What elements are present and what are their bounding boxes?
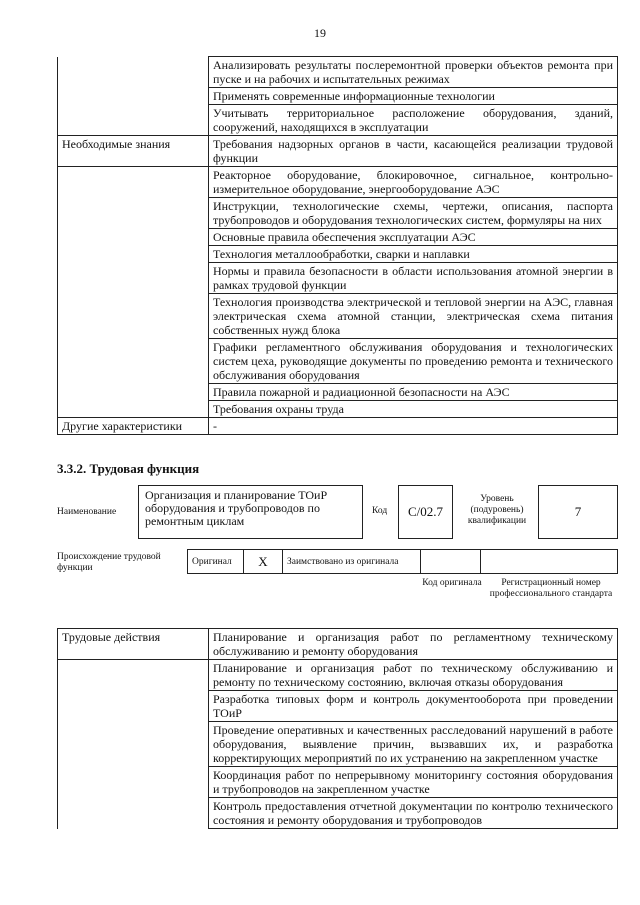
origin-label: Происхождение трудовой функции (57, 552, 161, 573)
row-description: Проведение оперативных и качественных расследований нарушений в работе оборудования, выявление причин, вызвавших их, и разработка корректирующих мероприятий по их устранению на закрепленном участке (209, 722, 618, 767)
qualification-level-box: 7 (538, 485, 618, 539)
row-category (58, 57, 209, 88)
row-category: Другие характеристики (58, 418, 209, 435)
row-description: Правила пожарной и радиационной безопасности на АЭС (209, 384, 618, 401)
reg-number-caption: Регистрационный номер профессионального стандарта (489, 578, 613, 599)
row-description: Планирование и организация работ по регламентному техническому обслуживанию и ремонту оборудования (209, 629, 618, 660)
table-row (58, 691, 618, 722)
row-category (58, 105, 209, 136)
table-row (58, 401, 618, 418)
level-label: Уровень (подуровень) квалификации (467, 494, 527, 526)
table-row (58, 198, 618, 229)
table-row (58, 263, 618, 294)
table-row (58, 384, 618, 401)
table-row (58, 722, 618, 767)
row-category (58, 401, 209, 418)
row-category: Трудовые действия (58, 629, 209, 660)
row-description: Основные правила обеспечения эксплуатации АЭС (209, 229, 618, 246)
reg-number-cell (480, 549, 618, 574)
row-description: Реакторное оборудование, блокировочное, сигнальное, контрольно-измерительное оборудование, энергооборудование АЭС (209, 167, 618, 198)
row-description: Учитывать территориальное расположение оборудования, зданий, сооружений, находящихся в эксплуатации (209, 105, 618, 136)
code-original-caption: Код оригинала (422, 578, 482, 588)
row-category (58, 294, 209, 339)
row-category (58, 722, 209, 767)
row-category (58, 263, 209, 294)
row-category (58, 384, 209, 401)
row-description: Графики регламентного обслуживания оборудования и технологических систем цеха, руководящие документы по проведению ремонта и технического обслуживания оборудования (209, 339, 618, 384)
table-row (58, 167, 618, 198)
function-code-box: С/02.7 (398, 485, 453, 539)
row-category (58, 167, 209, 198)
row-category (58, 339, 209, 384)
labor-actions-table (57, 628, 618, 829)
original-code-cell (420, 549, 481, 574)
table-row (58, 798, 618, 829)
row-description: Применять современные информационные технологии (209, 88, 618, 105)
original-cell (187, 549, 244, 574)
table-row (58, 57, 618, 88)
section-heading: 3.3.2. Трудовая функция (57, 461, 200, 476)
row-description: Нормы и правила безопасности в области использования атомной энергии в рамках трудовой функции (209, 263, 618, 294)
borrowed-cell (282, 549, 421, 574)
table-row (58, 88, 618, 105)
row-category (58, 246, 209, 263)
row-description: Контроль предоставления отчетной документации по контролю технического состояния и ремонту оборудования и трубопроводов (209, 798, 618, 829)
row-category (58, 691, 209, 722)
original-mark: X (258, 553, 268, 569)
row-description: Технология производства электрической и тепловой энергии на АЭС, главная электрическая схема атомной станции, электрическая схема питания собственных нужд блока (209, 294, 618, 339)
row-description: Инструкции, технологические схемы, чертежи, описания, паспорта трубопроводов и оборудования технологических систем, формуляры на них (209, 198, 618, 229)
row-category (58, 88, 209, 105)
table-row (58, 339, 618, 384)
row-category: Необходимые знания (58, 136, 209, 167)
row-category (58, 767, 209, 798)
original-label: Оригинал (192, 556, 232, 567)
row-description: Требования надзорных органов в части, касающейся реализации трудовой функции (209, 136, 618, 167)
table-row (58, 294, 618, 339)
row-description: Разработка типовых форм и контроль документооборота при проведении ТОиР (209, 691, 618, 722)
original-mark-cell (243, 549, 283, 574)
name-label: Наименование (57, 507, 117, 517)
table-row (58, 418, 618, 435)
table-row (58, 229, 618, 246)
skills-knowledge-table (57, 56, 618, 435)
row-description: Технология металлообработки, сварки и наплавки (209, 246, 618, 263)
row-description: - (209, 418, 618, 435)
row-description: Планирование и организация работ по техническому обслуживанию и ремонту по техническому состоянию, включая отказы оборудования (209, 660, 618, 691)
row-description: Анализировать результаты послеремонтной проверки объектов ремонта при пуске и на рабочих и испытательных режимах (209, 57, 618, 88)
borrowed-label: Заимствовано из оригинала (287, 556, 399, 567)
function-name-box: Организация и планирование ТОиР оборудования и трубопроводов по ремонтным циклам (138, 485, 363, 539)
row-description: Координация работ по непрерывному мониторингу состояния оборудования и трубопроводов на закрепленном участке (209, 767, 618, 798)
row-category (58, 198, 209, 229)
row-category (58, 660, 209, 691)
table-row (58, 246, 618, 263)
table-row (58, 105, 618, 136)
table-row (58, 629, 618, 660)
row-category (58, 229, 209, 246)
page-number: 19 (314, 26, 326, 40)
code-label: Код (372, 506, 388, 516)
row-category (58, 798, 209, 829)
row-description: Требования охраны труда (209, 401, 618, 418)
table-row (58, 767, 618, 798)
table-row (58, 660, 618, 691)
table-row (58, 136, 618, 167)
